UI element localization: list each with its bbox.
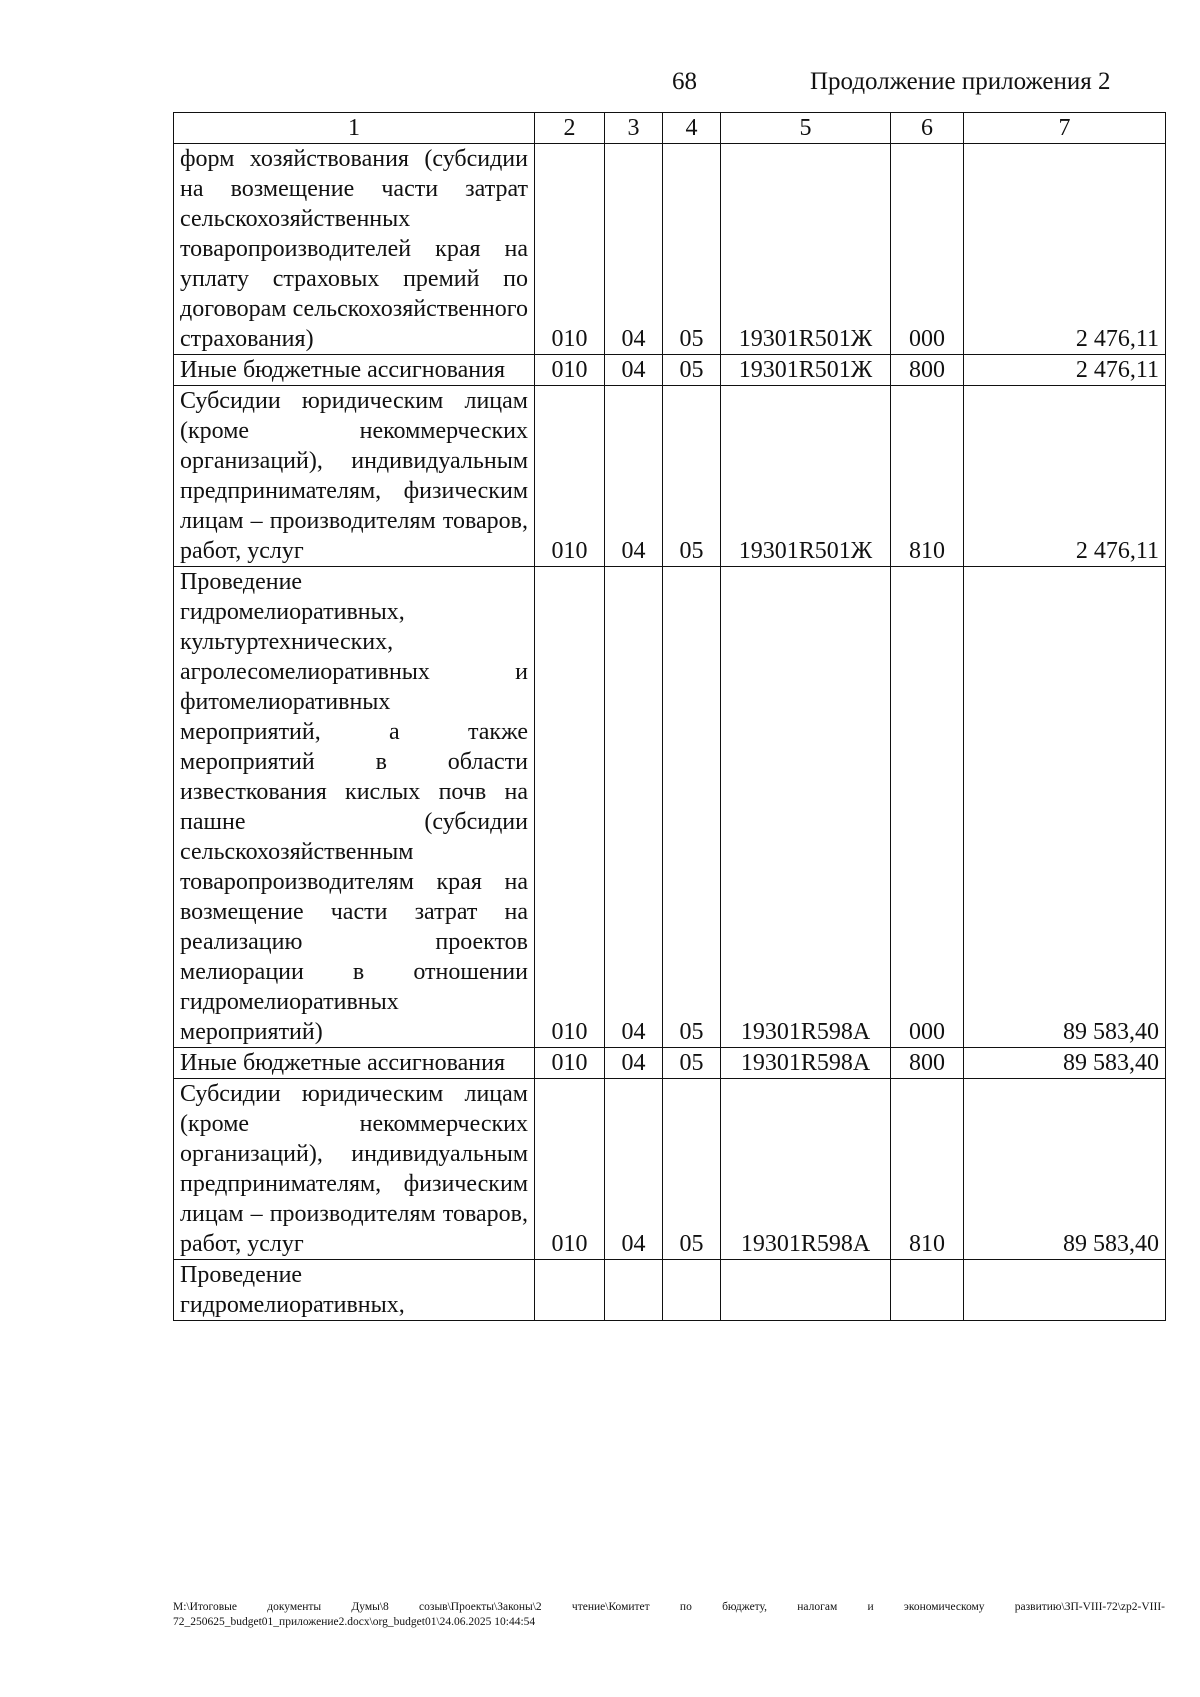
table-row — [174, 144, 1166, 355]
row-code-ministry — [535, 1260, 605, 1321]
row-code-section: 04 — [605, 1079, 663, 1260]
row-code-ministry: 010 — [535, 567, 605, 1048]
row-code-section: 04 — [605, 144, 663, 355]
row-code-ministry: 010 — [535, 386, 605, 567]
table-row — [174, 355, 1166, 386]
row-target-article: 19301R598А — [721, 1048, 891, 1079]
row-amount: 2 476,11 — [964, 355, 1166, 386]
row-expense-type: 800 — [891, 355, 964, 386]
row-code-ministry: 010 — [535, 355, 605, 386]
row-code-subsection: 05 — [663, 567, 721, 1048]
row-amount: 89 583,40 — [964, 1079, 1166, 1260]
row-target-article: 19301R501Ж — [721, 355, 891, 386]
column-header-6: 6 — [891, 113, 964, 144]
row-target-article: 19301R501Ж — [721, 386, 891, 567]
row-target-article — [721, 1260, 891, 1321]
table-row — [174, 567, 1166, 1048]
row-description: Иные бюджетные ассигнования — [174, 1048, 535, 1079]
row-description: Иные бюджетные ассигнования — [174, 355, 535, 386]
row-expense-type: 000 — [891, 567, 964, 1048]
table-row — [174, 386, 1166, 567]
table-row — [174, 1048, 1166, 1079]
row-amount: 2 476,11 — [964, 144, 1166, 355]
continuation-label: Продолжение приложения 2 — [810, 68, 1111, 95]
column-header-2: 2 — [535, 113, 605, 144]
row-code-section — [605, 1260, 663, 1321]
row-description: Субсидии юридическим лицам (кроме некоммерческих организаций), индивидуальным предпринимателям, физическим лицам – производителям товаров, работ, услуг — [174, 386, 535, 567]
footer-file-path: M:\Итоговые документы Думы\8 созыв\Проекты\Законы\2 чтение\Комитет по бюджету, налогам и экономическому развитию\ЗП-VIII-72\zp2-VIII-72_250625_budget01_приложение2.docx\org_budget01\24.06.2025 10:44:54 — [173, 1601, 1165, 1628]
column-header-1: 1 — [174, 113, 535, 144]
column-header-4: 4 — [663, 113, 721, 144]
row-expense-type: 810 — [891, 386, 964, 567]
row-amount — [964, 1260, 1166, 1321]
row-target-article: 19301R501Ж — [721, 144, 891, 355]
table-row — [174, 1079, 1166, 1260]
row-target-article: 19301R598А — [721, 567, 891, 1048]
column-header-3: 3 — [605, 113, 663, 144]
row-description: форм хозяйствования (субсидии на возмещение части затрат сельскохозяйственных товаропроизводителей края на уплату страховых премий по договорам сельскохозяйственного страхования) — [174, 144, 535, 355]
row-code-subsection: 05 — [663, 386, 721, 567]
row-amount: 89 583,40 — [964, 1048, 1166, 1079]
row-description: Субсидии юридическим лицам (кроме некоммерческих организаций), индивидуальным предпринимателям, физическим лицам – производителям товаров, работ, услуг — [174, 1079, 535, 1260]
row-expense-type: 800 — [891, 1048, 964, 1079]
row-code-subsection — [663, 1260, 721, 1321]
row-description: Проведение гидромелиоративных, культуртехнических, агролесомелиоративных и фитомелиоративных мероприятий, а также мероприятий в области известкования кислых почв на пашне (субсидии сельскохозяйственным товаропроизводителям края на возмещение части затрат на реализацию проектов мелиорации в отношении гидромелиоративных мероприятий) — [174, 567, 535, 1048]
row-code-subsection: 05 — [663, 144, 721, 355]
row-expense-type: 000 — [891, 144, 964, 355]
row-amount: 89 583,40 — [964, 567, 1166, 1048]
row-description: Проведение гидромелиоративных, — [174, 1260, 535, 1321]
row-code-ministry: 010 — [535, 144, 605, 355]
table-header-row — [174, 113, 1166, 144]
row-expense-type — [891, 1260, 964, 1321]
budget-table — [173, 112, 1166, 1321]
table-row — [174, 1260, 1166, 1321]
column-header-5: 5 — [721, 113, 891, 144]
row-code-section: 04 — [605, 567, 663, 1048]
row-expense-type: 810 — [891, 1079, 964, 1260]
row-code-section: 04 — [605, 355, 663, 386]
row-code-subsection: 05 — [663, 1079, 721, 1260]
row-code-ministry: 010 — [535, 1079, 605, 1260]
row-code-section: 04 — [605, 386, 663, 567]
row-amount: 2 476,11 — [964, 386, 1166, 567]
row-code-subsection: 05 — [663, 1048, 721, 1079]
row-code-ministry: 010 — [535, 1048, 605, 1079]
row-code-subsection: 05 — [663, 355, 721, 386]
column-header-7: 7 — [964, 113, 1166, 144]
page-number: 68 — [672, 68, 697, 95]
row-target-article: 19301R598А — [721, 1079, 891, 1260]
row-code-section: 04 — [605, 1048, 663, 1079]
